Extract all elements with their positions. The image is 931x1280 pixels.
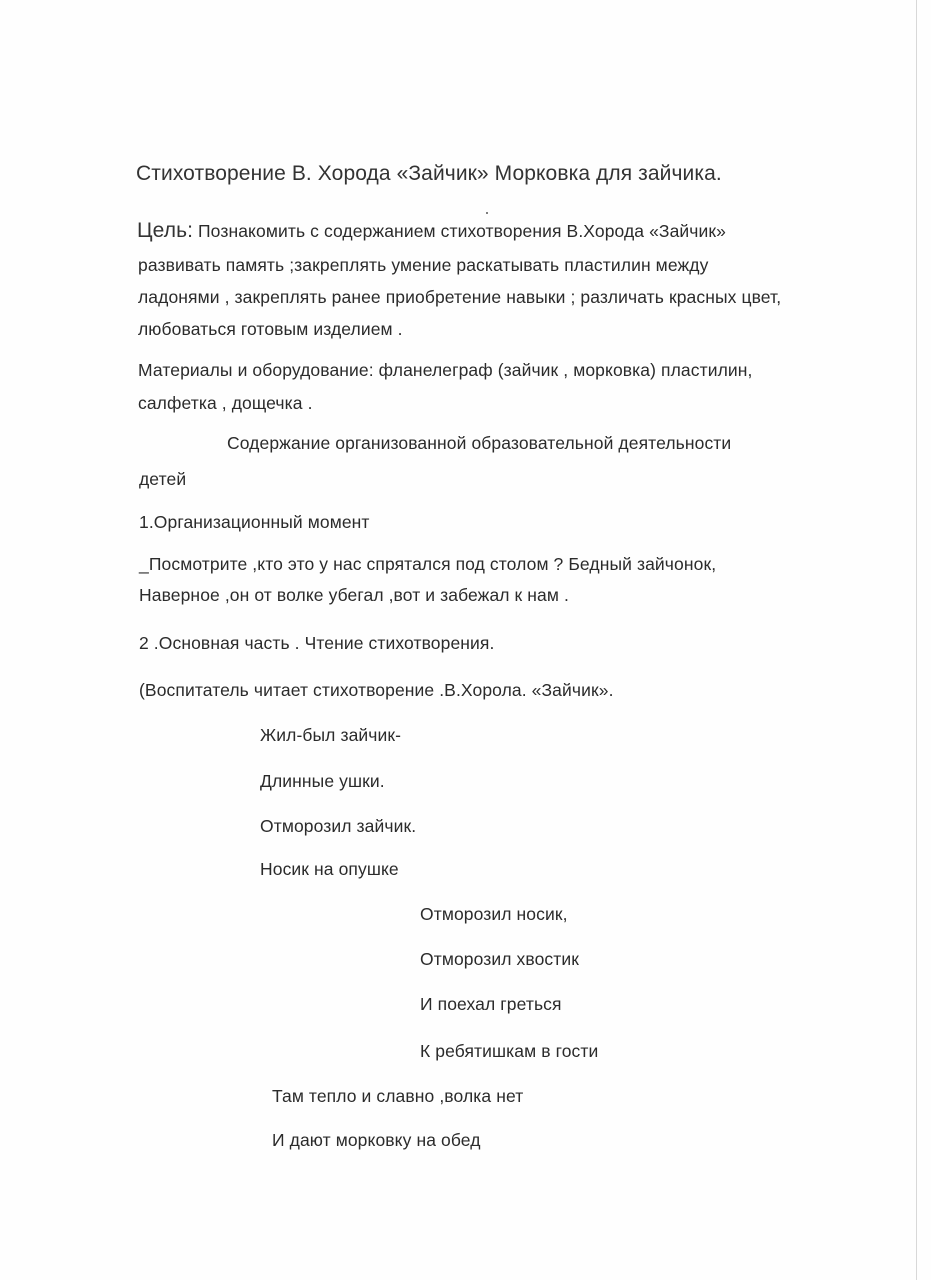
scan-edge <box>916 0 917 1280</box>
poem-line: И дают морковку на обед <box>272 1130 481 1150</box>
section-2-heading: 2 .Основная часть . Чтение стихотворения. <box>139 633 495 653</box>
poem-line: Отморозил хвостик <box>420 949 580 969</box>
poem-line: Длинные ушки. <box>260 771 385 791</box>
goal-label: Цель: <box>137 219 194 242</box>
goal-line-1 <box>137 220 726 242</box>
stray-dot <box>486 212 488 214</box>
poem-line: Отморозил носик, <box>420 904 568 924</box>
content-heading-line-2: детей <box>139 469 187 489</box>
section-1-line-2: Наверное ,он от волке убегал ,вот и забежал к нам . <box>139 585 569 605</box>
poem-line: К ребятишкам в гости <box>420 1041 599 1061</box>
content-heading-line-1: Содержание организованной образовательной деятельности <box>227 433 732 453</box>
poem-line: И поехал греться <box>420 994 562 1014</box>
poem-line: Жил-был зайчик- <box>260 725 402 745</box>
section-2-intro: (Воспитатель читает стихотворение .В.Хорола. «Зайчик». <box>139 680 614 700</box>
poem-line: Там тепло и славно ,волка нет <box>272 1086 524 1106</box>
section-1-line-1: _Посмотрите ,кто это у нас спрятался под столом ? Бедный зайчонок, <box>139 554 717 574</box>
goal-line-2: развивать память ;закреплять умение раскатывать пластилин между <box>138 255 709 275</box>
page-title: Стихотворение В. Хорода «Зайчик» Морковка для зайчика. <box>136 162 722 185</box>
materials-line-2: салфетка , дощечка . <box>138 393 313 413</box>
goal-line-3: ладонями , закреплять ранее приобретение навыки ; различать красных цвет, <box>138 287 782 307</box>
goal-line-4: любоваться готовым изделием . <box>138 319 403 339</box>
poem-line: Носик на опушке <box>260 859 399 879</box>
section-1-heading: 1.Организационный момент <box>139 512 370 532</box>
goal-text-1: Познакомить с содержанием стихотворения В.Хорода «Зайчик» <box>193 221 726 241</box>
materials-line-1: Материалы и оборудование: фланелеграф (зайчик , морковка) пластилин, <box>138 360 753 380</box>
poem-line: Отморозил зайчик. <box>260 816 417 836</box>
